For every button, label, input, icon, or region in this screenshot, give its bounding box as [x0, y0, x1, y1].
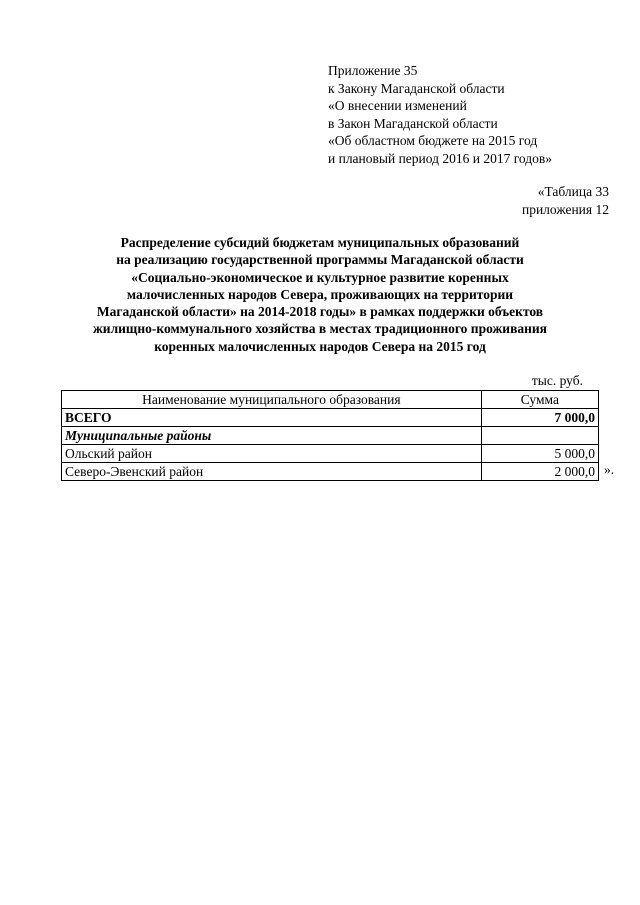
total-amount-cell: 7 000,0 [481, 409, 598, 427]
title-line: коренных малочисленных народов Севера на 2015 год [154, 338, 486, 354]
subsidy-table [61, 390, 599, 481]
table-reference-line: приложения 12 [521, 201, 609, 217]
row-amount-cell: 5 000,0 [481, 445, 598, 463]
title-line: жилищно-коммунального хозяйства в местах традиционного проживания [93, 321, 547, 337]
table-header-row [62, 391, 599, 409]
appendix-line: «О внесении изменений [328, 98, 467, 113]
title-line: Распределение субсидий бюджетам муниципальных образований [120, 235, 520, 250]
table-reference [522, 183, 609, 218]
closing-quote-mark: ». [604, 462, 615, 477]
row-name-cell: Северо-Эвенский район [62, 463, 482, 481]
appendix-line: и плановый период 2016 и 2017 годов» [328, 150, 553, 166]
row-amount-cell: 2 000,0 [481, 463, 598, 481]
table-reference-line: «Таблица 33 [537, 184, 609, 199]
table-row [62, 445, 599, 463]
units-label: тыс. руб. [531, 373, 583, 388]
title-line: «Социально-экономическое и культурное развитие коренных [131, 269, 509, 285]
title-line: малочисленных народов Севера, проживающих на территории [126, 286, 514, 302]
appendix-line: в Закон Магаданской области [328, 115, 498, 131]
appendix-line: к Закону Магаданской области [328, 80, 505, 96]
section-amount-cell [481, 427, 598, 445]
title-line: на реализацию государственной программы Магаданской области [116, 252, 524, 268]
header-name-cell: Наименование муниципального образования [62, 391, 482, 409]
section-name-cell: Муниципальные районы [62, 427, 482, 445]
table-row [62, 463, 599, 481]
document-title [40, 234, 600, 355]
title-line: Магаданской области» на 2014-2018 годы» в рамках поддержки объектов [96, 304, 544, 320]
table-section-row [62, 427, 599, 445]
table-total-row [62, 409, 599, 427]
row-name-cell: Ольский район [62, 445, 482, 463]
appendix-header [328, 62, 552, 167]
total-name-cell: ВСЕГО [62, 409, 482, 427]
header-amount-cell: Сумма [481, 391, 598, 409]
appendix-line: Приложение 35 [328, 63, 418, 78]
appendix-line: «Об областном бюджете на 2015 год [328, 133, 538, 148]
